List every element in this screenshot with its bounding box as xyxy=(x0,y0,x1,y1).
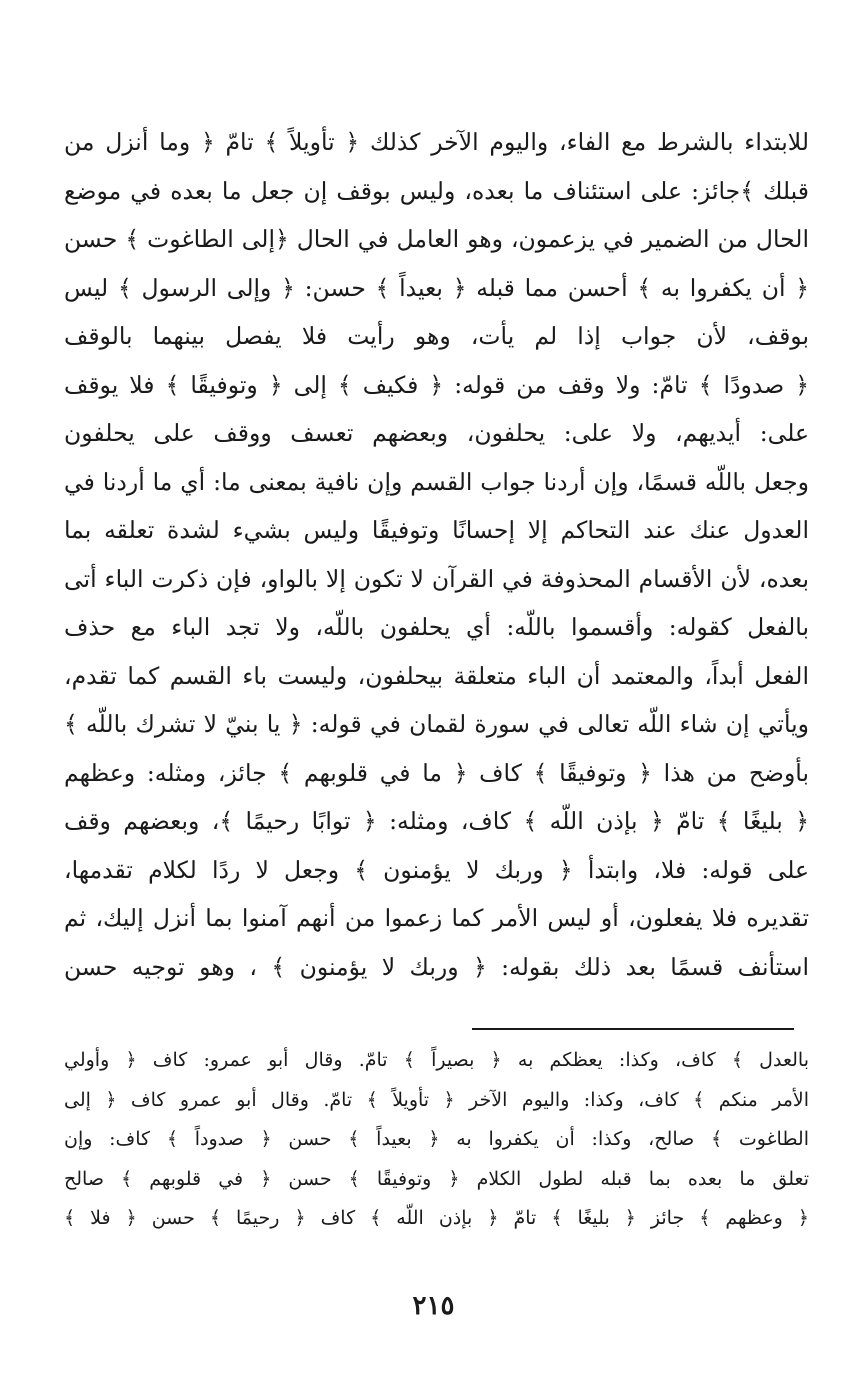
main-text-block xyxy=(64,118,809,991)
main-text-line: بأوضح من هذا ﴿ وتوفيقًا ﴾ كاف ﴿ ما في قلوبهم ﴾ جائز، ومثله: وعظهم xyxy=(64,758,809,787)
footnote-line: تعلق ما بعده بما قبله لطول الكلام ﴿ وتوفيقًا ﴾ حسن ﴿ في قلوبهم ﴾ صالح xyxy=(64,1167,809,1190)
footnote-line: الطاغوت ﴾ صالح، وكذا: أن يكفروا به ﴿ بعيداً ﴾ حسن ﴿ صدوداً ﴾ كاف: وإن xyxy=(64,1128,809,1150)
footnote-separator-rule xyxy=(472,1028,794,1030)
main-text-line: للابتداء بالشرط مع الفاء، واليوم الآخر كذلك ﴿ تأويلاً ﴾ تامّ ﴿ وما أنزل من xyxy=(64,128,809,156)
page-number: ٢١٥ xyxy=(412,1291,455,1321)
footnote-line: الأمر منكم ﴾ كاف، وكذا: واليوم الآخر ﴿ تأويلاً ﴾ تامّ. وقال أبو عمرو كاف ﴿ إلى xyxy=(64,1088,809,1111)
main-text-line: بالفعل كقوله: وأقسموا باللّه: أي يحلفون باللّه، ولا تجد الباء مع حذف xyxy=(64,613,809,641)
main-text-line: على: أيديهم، ولا على: يحلفون، وبعضهم تعسف ووقف على يحلفون xyxy=(64,419,809,447)
main-text-line: على قوله: فلا، وابتدأ ﴿ وربك لا يؤمنون ﴾ وجعل لا ردًا لكلام تقدمها، xyxy=(64,855,809,884)
main-text-line: تقديره فلا يفعلون، أو ليس الأمر كما زعموا من أنهم آمنوا بما أنزل إليك، ثم xyxy=(64,904,809,932)
main-text-line: استأنف قسمًا بعد ذلك بقوله: ﴿ وربك لا يؤمنون ﴾ ، وهو توجيه حسن xyxy=(64,952,809,981)
main-text-line: العدول عنك عند التحاكم إلا إحسانًا وتوفيقًا وليس بشيء لشدة تعلقه بما xyxy=(64,516,809,544)
footnote-line: بالعدل ﴾ كاف، وكذا: يعظكم به ﴿ بصيراً ﴾ تامّ. وقال أبو عمرو: كاف ﴿ وأولي xyxy=(64,1049,809,1071)
main-text-line: ﴿ أن يكفروا به ﴾ أحسن مما قبله ﴿ بعيداً ﴾ حسن: ﴿ وإلى الرسول ﴾ ليس xyxy=(64,273,809,302)
main-text-line: ويأتي إن شاء اللّه تعالى في سورة لقمان في قوله: ﴿ يا بنيّ لا تشرك باللّه ﴾ xyxy=(64,710,809,738)
main-text-line: بعده، لأن الأقسام المحذوفة في القرآن لا تكون إلا بالواو، فإن ذكرت الباء أتى xyxy=(64,564,809,593)
footnotes-block xyxy=(64,1041,809,1239)
main-text-line: ﴿ بليغًا ﴾ تامّ ﴿ بإذن اللّه ﴾ كاف، ومثله: ﴿ توابًا رحيمًا ﴾، وبعضهم وقف xyxy=(64,807,809,835)
main-text-line: بوقف، لأن جواب إذا لم يأت، وهو رأيت فلا يفصل بينهما بالوقف xyxy=(64,322,809,350)
main-text-line: الحال من الضمير في يزعمون، وهو العامل في الحال ﴿إلى الطاغوت ﴾ حسن xyxy=(64,225,809,253)
main-text-line: قبلك ﴾جائز: على استئناف ما بعده، وليس بوقف إن جعل ما بعده في موضع xyxy=(64,176,809,205)
main-text-line: وجعل باللّه قسمًا، وإن أردنا جواب القسم وإن نافية بمعنى ما: أي ما أردنا في xyxy=(64,467,809,496)
main-text-line: الفعل أبداً، والمعتمد أن الباء متعلقة بيحلفون، وليست باء القسم كما تقدم، xyxy=(64,661,809,690)
footnote-line: ﴿ وعظهم ﴾ جائز ﴿ بليغًا ﴾ تامّ ﴿ بإذن اللّه ﴾ كاف ﴿ رحيمًا ﴾ حسن ﴿ فلا ﴾ xyxy=(64,1207,809,1229)
main-text-line: ﴿ صدودًا ﴾ تامّ: ولا وقف من قوله: ﴿ فكيف ﴾ إلى ﴿ وتوفيقًا ﴾ فلا يوقف xyxy=(64,370,809,399)
